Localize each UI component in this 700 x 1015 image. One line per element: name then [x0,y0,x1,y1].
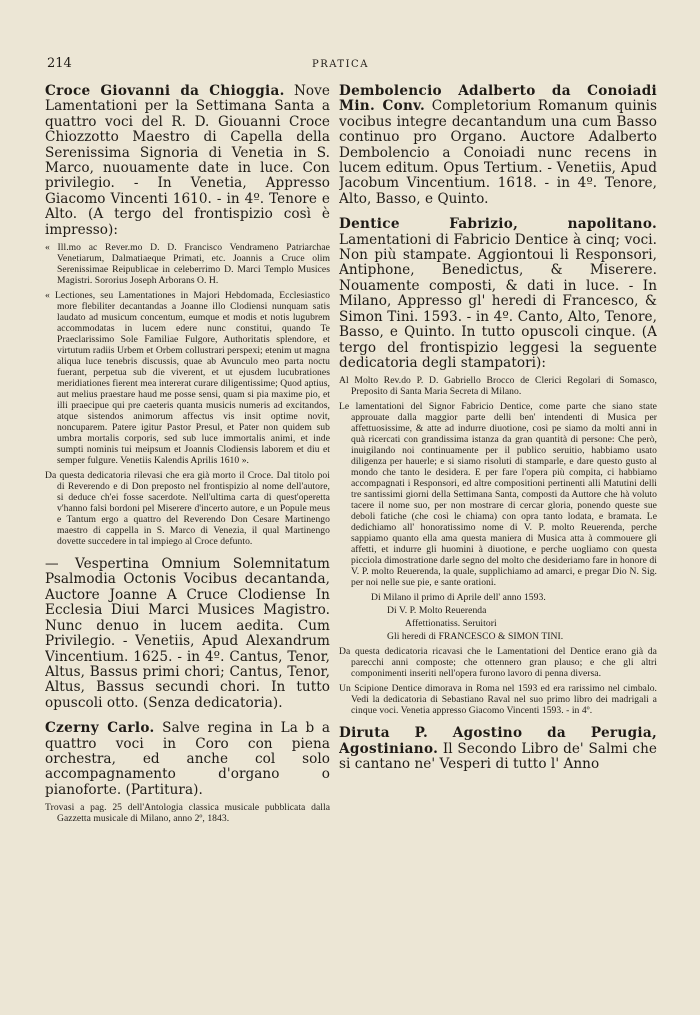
entry-diruta-text [339,726,657,772]
dentice-note-1: Da questa dedicatoria ricavasi che le Lamentationi del Dentice erano già da parecchi anni composte; che ottennero gran plauso; e che gli altri componimenti inseriti nell'opera furono lavoro di penna diversa. [339,646,657,680]
entry-dentice-text [339,217,657,371]
entry-dentice-body: Lamentationi di Fabricio Dentice à cinq; voci. Non più stampate. Aggiontoui li Responsori, Antiphone, Benedictus, & Miserere. Nouamente composti, & dati in luce. - In Milano, Appresso gl' heredi di Francesco, & Simon Tini. 1593. - in 4º. Canto, Alto, Tenore, Basso, e Quinto. In tutto opuscoli cinque. (A tergo del frontispizio leggesi la seguente dedicatoria degli stampatori): [339,231,657,371]
dentice-date: Di Milano il primo di Aprile dell' anno 1593. [371,592,546,604]
entry-czerny-body: Salve regina in La b a quattro voci in Coro con piena orchestra, ed anche col solo accompagnamento d'organo o pianoforte. (Partitura). [45,720,330,798]
right-column [339,84,657,997]
entry-dembolencio-text [339,84,657,207]
entry-vespertina-text [45,557,330,711]
entry-diruta-heading: Diruta P. Agostino da Perugia, Agostiniano. [339,725,657,757]
entry-croce-heading: Croce Giovanni da Chioggia. [45,84,285,99]
entry-czerny-heading: Czerny Carlo. [45,720,155,737]
dentice-note-2: Un Scipione Dentice dimorava in Roma nel 1593 ed era rarissimo nel cimbalo. Vedi la dedicatoria di Sebastiano Raval nel suo primo libro dei madrigali a cinque voci. Venetia appresso Giacomo Vincenti 1593. - in 4º. [339,683,657,717]
croce-preface: « Lectiones, seu Lamentationes in Majori Hebdomada, Ecclesiastico more flebiliter decantandas a Joanne illo Clodiensi nunquam satis laudato ad musicum concentum, eumque et modis et notis lugubrem accommodatas in lucem edere nunc constitui, quando Te Praeclarissimo Sole Familiae Fulgore, Authoritatis splendore, et virtutum radiis Urbem et Orbem collustrari perspexi; etenim ut magna aliqua luce tenebris discussis, quae ab Avunculo meo parta noctu fuerant, perpetua sub die viverent, et ut ejusdem lucubrationes meridiationes fierent mea intererat curare diligentissime; Quod aptius, aut melius praestare haud me posse sensi, quam si pia maxime pio, et illi praecipue qui pre caeteris quanta musicis numeris ad excitandos, atque sistendos animorum affectus vis insit optime novit, noncuparem. Patere igitur Pastor Presul, et Pater non quidem sub umbra mortalis corporis, sed sub luce immortalis animi, et inde sumpti nominis tui meipsum et Joannis Clodiensis laborem et diu et semper fulgure. Venetiis Kalendis Aprilis 1610 ». [45,290,330,467]
left-column [45,84,330,997]
page-header [0,56,700,76]
dentice-salutation: Di V. P. Molto Reuerenda [387,605,487,617]
entry-vespertina-body: Vespertina Omnium Solemnitatum Psalmodia Octonis Vocibus decantanda, Auctore Joanne A Cruce Clodiense In Ecclesia Diui Marci Musices Magistro. Nunc denuo in lucem aedita. Cum Privilegio. - Venetiis, Apud Alexandrum Vincentium. 1625. - in 4º. Cantus, Tenor, Altus, Bassus primi chori; Cantus, Tenor, Altus, Bassus secundi chori. In tutto opuscoli otto. (Senza dedicatoria). [45,556,330,711]
dentice-signature: Gli heredi di FRANCESCO & SIMON TINI. [387,631,564,643]
running-title: PRATICA [312,59,369,70]
dentice-dedication: Al Molto Rev.do P. D. Gabriello Brocco de Clerici Regolari di Somasco, Preposito di Santa Maria Secreta di Milano. [339,375,657,398]
entry-diruta-body: Il Secondo Libro de' Salmi che si cantano ne' Vesperi di tutto l' Anno [339,740,657,773]
page-number: 214 [47,56,72,71]
entry-czerny-text [45,721,330,798]
czerny-note: Trovasi a pag. 25 dell'Antologia classica musicale pubblicata dalla Gazzetta musicale di Milano, anno 2º, 1843. [45,802,330,825]
croce-dedication: « Ill.mo ac Rever.mo D. D. Francisco Vendrameno Patriarchae Venetiarum, Dalmatiaeque Primati, etc. Joannis a Cruce olim Serenissimae Reipublicae in celeberrimo D. Marci Templo Musices Magistri. Sororius Joseph Arborans O. H. [45,242,330,287]
entry-croce-text [45,84,330,238]
dentice-letter: Le lamentationi del Signor Fabricio Dentice, come parte che siano state approuate dalla maggior parte delli ben' intendenti di Musica per affettuosissime, & atte ad indurre diuotione, così pe siamo da molti anni in quà ricercati con grandissima istanza da gran quantità di persone: Che però, inuigilando noi continuamente per il publico seruitio, habbiamo usato diligenza per hauerle; e si siamo risoluti di stamparle, e dare questo gusto al mondo che tanto le desidera. E per fare l'opera più compita, ci habbiamo accompagnati i Responsori, ed altre compositioni pertinenti alli Matutini delli tre santissimi giorni della Settimana Santa, composti da Auttore che hà voluto tacere il nome suo, per non mostrare di cercar gloria, ponendo queste sue deboli fatiche (che così le chiama) con opra tanto lodata, e bramata. Le dedichiamo all' honoratissimo nome di V. P. molto Reuerenda, perche sappiamo quanto ella ama questa maniera di Musica atta à commouere gli affetti, et indurre gli huomini à diuotione, e perche uogliamo con questa picciola dimostratione darle segno del molto che desideriamo fare in honore di V. P. molto Reuerenda, la quale, supplichiamo ad amarci, e pregar Dio N. Sig. per noi nelle sue pie, e sante orationi. [339,401,657,589]
entry-dash: — [45,556,59,573]
entry-czerny [45,721,330,824]
entry-croce-body: Nove Lamentationi per la Settimana Santa a quattro voci del R. D. Giouanni Croce Chiozzotto Maestro di Capella della Serenissima Signoria di Venetia in S. Marco, nuouamente date in luce. Con privilegio. - In Venetia, Appresso Giacomo Vincenti 1610. - in 4º. Tenore e Alto. (A tergo del frontispizio così è impresso): [45,84,330,238]
entry-dentice-heading: Dentice Fabrizio, napolitano. [339,216,657,233]
entry-vespertina [45,557,330,711]
entry-croce [45,84,330,547]
entry-dembolencio-heading: Dembolencio Adalberto da Conoiadi Min. Conv. [339,84,657,115]
croce-note: Da questa dedicatoria rilevasi che era già morto il Croce. Dal titolo poi di Reverendo e di Don preposto nel frontispizio al nome dell'autore, si deduce ch'ei fosse sacerdote. Nell'ultima carta di quest'operetta v'hanno falsi bordoni pel Miserere d'incerto autore, e un Popule meus e Tantum ergo a quattro del Reverendo Don Cesare Martinengo maestro di cappella in S. Marco di Venezia, il qual Martinengo dovette succedere in tal impiego al Croce defunto. [45,470,330,548]
entry-dentice [339,217,657,716]
entry-dembolencio-body: Completorium Romanum quinis vocibus integre decantandum una cum Basso continuo pro Organo. Auctore Adalberto Dembolencio a Conoiadi nunc recens in lucem editum. Opus Tertium. - Venetiis, Apud Jacobum Vincentium. 1618. - in 4º. Tenore, Alto, Basso, e Quinto. [339,98,657,207]
entry-dembolencio [339,84,657,207]
dentice-servants: Affettionatiss. Seruitori [405,618,497,630]
entry-diruta [339,726,657,772]
